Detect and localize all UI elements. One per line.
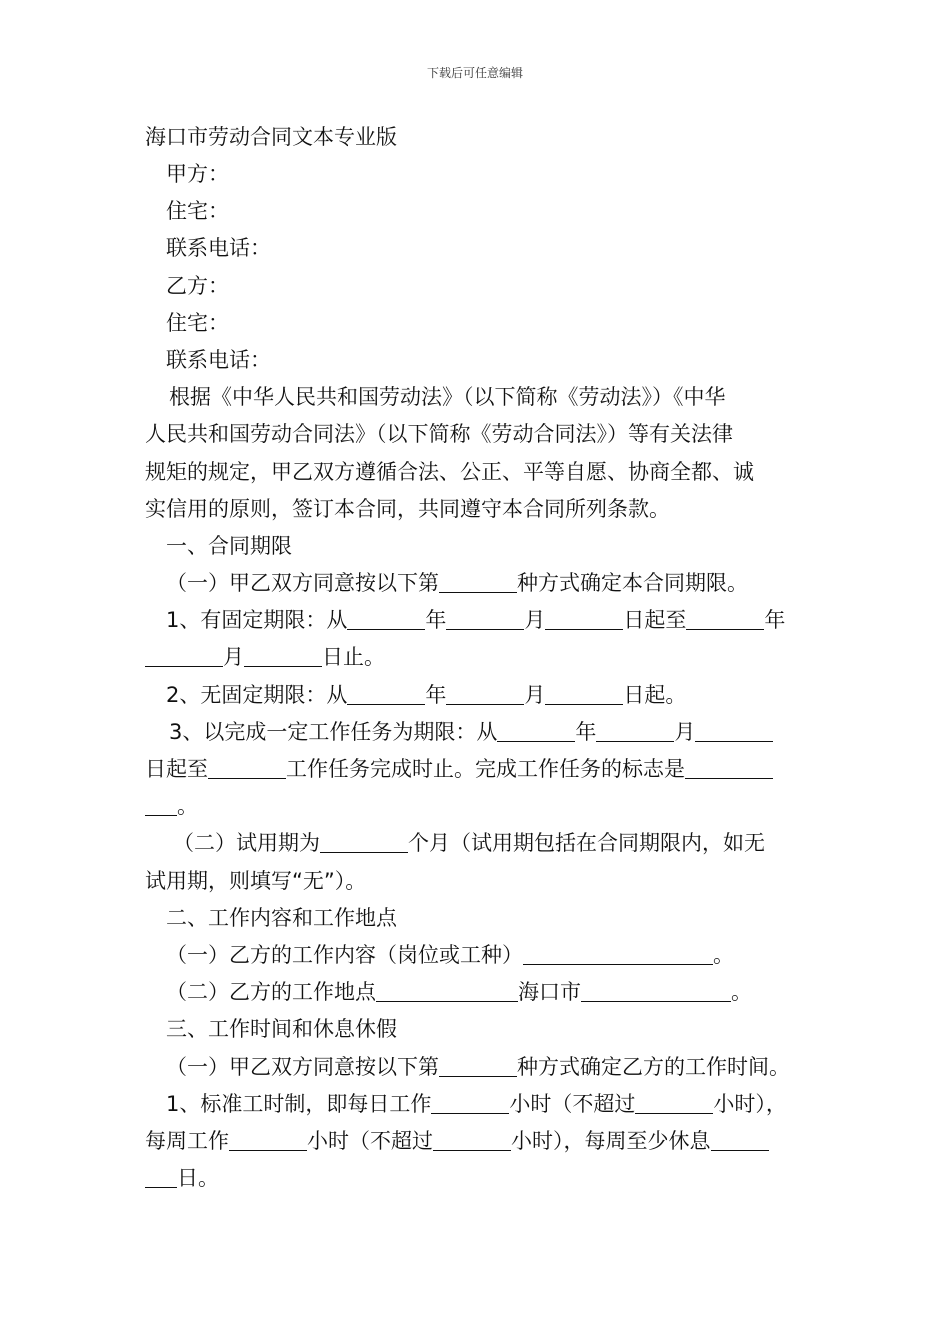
text-span: （一）甲乙双方同意按以下第	[166, 1054, 439, 1079]
page-header-note: 下载后可任意编辑	[426, 66, 523, 80]
text-span: （二）试用期为	[173, 831, 320, 856]
section1-item3-cont	[145, 751, 815, 788]
section1-item3-end	[145, 788, 815, 825]
fill-blank	[695, 720, 773, 742]
fill-blank	[545, 608, 623, 630]
fill-blank	[635, 1092, 713, 1114]
section1-item1	[145, 602, 815, 639]
fill-blank	[208, 757, 286, 779]
fill-blank	[545, 683, 623, 705]
text-span: 小时），每周至少休息	[511, 1128, 711, 1153]
section1-paragraph2-cont: 试用期，则填写“无”）。	[145, 868, 367, 893]
section3-paragraph1	[145, 1049, 815, 1086]
text-span: 。	[713, 942, 734, 967]
text-span: 种方式确定乙方的工作时间。	[517, 1054, 790, 1079]
party-a-phone-label: 联系电话：	[166, 236, 271, 261]
fill-blank	[145, 794, 177, 816]
text-span: 种方式确定本合同期限。	[517, 571, 748, 596]
text-span: 小时），	[713, 1091, 787, 1116]
text-span: 年	[575, 719, 597, 744]
fill-blank	[581, 980, 731, 1002]
document-title: 海口市劳动合同文本专业版	[145, 125, 397, 149]
fill-blank	[523, 943, 713, 965]
section1-item2	[145, 677, 815, 714]
preamble-line-3: 规矩的规定，甲乙双方遵循合法、公正、平等自愿、协商全都、诚	[145, 459, 754, 484]
preamble-line-1: 根据《中华人民共和国劳动法》（以下简称《劳动法》）《中华	[169, 385, 726, 410]
text-span: 个月（试用期包括在合同期限内，如无	[408, 831, 765, 856]
section3-heading: 三、工作时间和休息休假	[166, 1017, 397, 1042]
text-span: 年	[425, 608, 447, 633]
party-a-residence-label: 住宅：	[166, 199, 229, 224]
text-span: 月	[524, 608, 546, 633]
text-span: 。	[731, 980, 752, 1005]
fill-blank	[686, 608, 764, 630]
text-span: 月	[223, 645, 244, 670]
preamble-line-4: 实信用的原则，签订本合同，共同遵守本合同所列条款。	[145, 496, 670, 521]
text-span: 小时（不超过	[307, 1128, 433, 1153]
text-span: 年	[425, 682, 447, 707]
section1-paragraph2	[145, 825, 815, 862]
fill-blank	[497, 720, 575, 742]
text-span: 月	[524, 682, 546, 707]
text-span: 1、有固定期限：从	[166, 608, 348, 633]
text-span: 海口市	[518, 980, 581, 1005]
preamble-line-2: 人民共和国劳动合同法》（以下简称《劳动合同法》）等有关法律	[145, 422, 733, 447]
text-span: 1、标准工时制，即每日工作	[166, 1091, 432, 1116]
text-span: 日止。	[322, 645, 385, 670]
fill-blank	[431, 1092, 509, 1114]
party-b-phone-label: 联系电话：	[166, 347, 271, 372]
text-span: 日起。	[623, 682, 687, 707]
section2-heading: 二、工作内容和工作地点	[166, 905, 397, 930]
section1-heading: 一、合同期限	[166, 533, 292, 558]
text-span: 日。	[177, 1166, 219, 1191]
section2-paragraph2	[145, 974, 815, 1011]
text-span: 年	[764, 608, 786, 633]
text-span: （二）乙方的工作地点	[166, 980, 376, 1005]
text-span: （一）乙方的工作内容（岗位或工种）	[166, 942, 523, 967]
fill-blank	[347, 683, 425, 705]
text-span: 。	[177, 794, 198, 819]
fill-blank	[685, 757, 773, 779]
text-span: 3、以完成一定工作任务为期限：从	[169, 719, 498, 744]
text-span: 工作任务完成时止。完成工作任务的标志是	[286, 757, 685, 781]
fill-blank	[433, 1129, 511, 1151]
fill-blank	[145, 1166, 177, 1188]
fill-blank	[347, 608, 425, 630]
fill-blank	[446, 608, 524, 630]
section2-paragraph1	[145, 937, 815, 974]
section3-item1-cont	[145, 1123, 815, 1160]
text-span: 日起至	[145, 757, 208, 781]
fill-blank	[376, 980, 518, 1002]
section1-item3	[145, 714, 815, 751]
party-b-residence-label: 住宅：	[166, 310, 229, 335]
section3-item1-end	[145, 1160, 815, 1197]
fill-blank	[439, 571, 517, 593]
fill-blank	[229, 1129, 307, 1151]
party-a-label: 甲方：	[166, 162, 229, 186]
section1-paragraph1	[145, 565, 815, 602]
fill-blank	[244, 645, 322, 667]
text-span: 日起至	[623, 608, 687, 633]
fill-blank	[439, 1055, 517, 1077]
fill-blank	[446, 683, 524, 705]
text-span: 每周工作	[145, 1128, 229, 1153]
text-span: （一）甲乙双方同意按以下第	[166, 571, 439, 596]
text-span: 2、无固定期限：从	[166, 682, 348, 707]
party-b-label: 乙方：	[166, 273, 229, 298]
fill-blank	[711, 1129, 769, 1151]
contract-body	[145, 156, 815, 1197]
fill-blank	[145, 645, 223, 667]
section1-item1-cont	[145, 639, 815, 676]
fill-blank	[320, 831, 408, 853]
text-span: 小时（不超过	[509, 1091, 636, 1116]
fill-blank	[596, 720, 674, 742]
text-span: 月	[674, 719, 696, 744]
section3-item1	[145, 1086, 815, 1123]
